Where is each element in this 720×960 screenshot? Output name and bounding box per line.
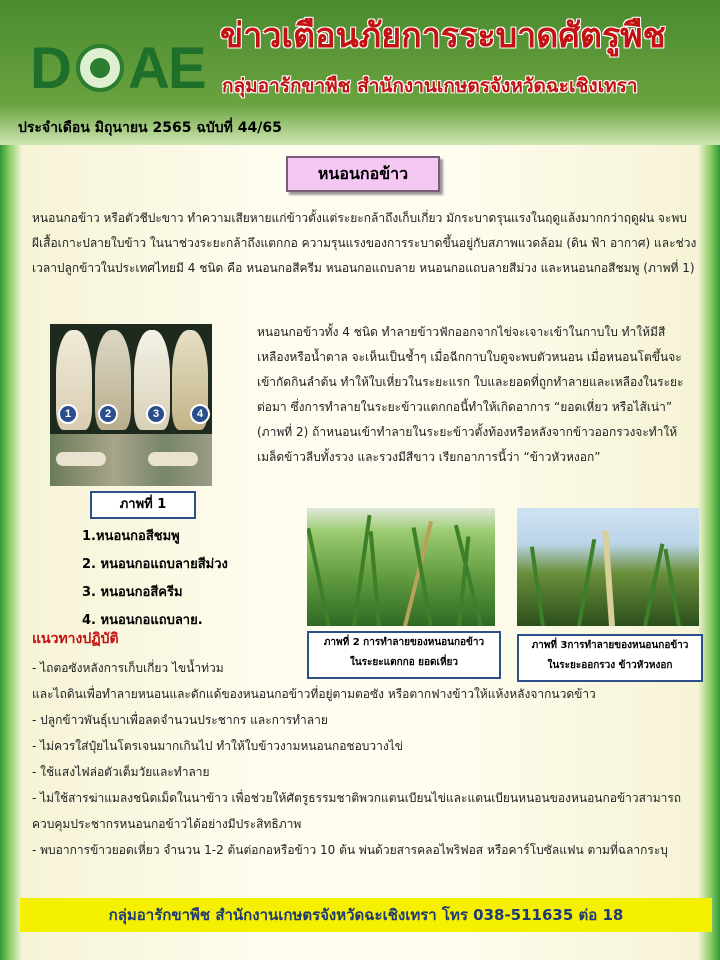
figure-1-caption: ภาพที่ 1	[90, 491, 196, 519]
photo-number-3: 3	[146, 404, 166, 424]
list-item: - ไม่ใช้สารฆ่าแมลงชนิดเม็ดในนาข้าว เพื่อช่วยให้ศัตรูธรรมชาติพวกแตนเบียนไข่และแตนเบียนหนอนของหนอนกอข้าวสามารถควบคุมประชากรหนอนกอข้าวได้อย่างมีประสิทธิภาพ	[32, 791, 682, 831]
guidelines-list	[32, 655, 712, 863]
larva-image-strip	[50, 434, 212, 486]
intro-paragraph: หนอนกอข้าว หรือตัวชีปะขาว ทำความเสียหายแก่ข้าวตั้งแต่ระยะกล้าถึงเก็บเกี่ยว มักระบาดรุนแรงในฤดูแล้งมากกว่าฤดูฝน จะพบผีเสื้อเกาะปลายใบข้าว ในนาช่วงระยะกล้าถึงแตกกอ ความรุนแรงของการระบาดขึ้นอยู่กับสภาพแวดล้อม (ดิน ฟ้า อากาศ) และช่วงเวลาปลูกข้าวในประเทศไทยมี 4 ชนิด คือ หนอนกอสีครีม หนอนกอแถบลาย หนอนกอแถบลายสีม่วง และหนอนกอสีชมพู (ภาพที่ 1)	[32, 211, 697, 275]
page-subtitle: กลุ่มอารักขาพืช สำนักงานเกษตรจังหวัดฉะเชิงเทรา	[222, 75, 638, 97]
guidelines-heading: แนวทางปฏิบัติ	[32, 631, 119, 647]
list-item: - ไม่ควรใส่ปุ๋ยไนโตรเจนมากเกินไป ทำให้ใบข้าวงามหนอนกอชอบวางไข่	[32, 739, 403, 753]
list-item: - ปลูกข้าวพันธุ์เบาเพื่อลดจำนวนประชากร และการทำลาย	[32, 713, 328, 727]
figure-2-caption-line-1: ภาพที่ 2 การทำลายของหนอนกอข้าว	[323, 637, 485, 648]
list-item: - ไถตอซังหลังการเก็บเกี่ยว ไขน้ำท่วม	[32, 661, 224, 675]
list-item: - ใช้แสงไฟล่อตัวเต็มวัยและทำลาย	[32, 765, 210, 779]
rice-blade	[643, 543, 664, 626]
issue-line: ประจำเดือน มิถุนายน 2565 ฉบับที่ 44/65	[18, 120, 282, 136]
emblem-icon	[76, 44, 124, 92]
white-head-photo	[517, 508, 699, 626]
list-item: และไถดินเพื่อทำลายหนอนและดักแด้ของหนอนกอข้าวที่อยู่ตามตอซัง หรือตากฟางข้าวให้แห้งหลังจากนวดข้าว	[32, 687, 596, 701]
dead-heart-photo	[307, 508, 495, 626]
header-banner	[0, 0, 720, 145]
list-item: 3. หนอนกอสีครีม	[82, 585, 183, 600]
moth-species-photo	[50, 324, 212, 486]
list-item: - พบอาการข้าวยอดเหี่ยว จำนวน 1-2 ต้นต่อกอหรือข้าว 10 ต้น พ่นด้วยสารคลอไพริฟอส หรือคาร์โบซัลแฟน ตามที่ฉลากระบุ	[32, 843, 668, 857]
doae-logo	[30, 36, 205, 101]
photo-number-1: 1	[58, 404, 78, 424]
rice-blade	[530, 547, 545, 626]
list-item: 4. หนอนกอแถบลาย.	[82, 613, 203, 628]
list-item: 1.หนอนกอสีชมพู	[82, 529, 180, 544]
topic-title-box: หนอนกอข้าว	[286, 156, 440, 192]
rice-blade	[663, 549, 680, 626]
larva-1	[56, 452, 106, 466]
list-item: 2. หนอนกอแถบลายสีม่วง	[82, 557, 228, 572]
photo-number-2: 2	[98, 404, 118, 424]
damage-paragraph: หนอนกอข้าวทั้ง 4 ชนิด ทำลายข้าวฟักออกจากไข่จะเจาะเข้าในกาบใบ ทำให้มีสีเหลืองหรือน้ำตาล จะเห็นเป็นช้ำๆ เมื่อฉีกกาบใบดูจะพบตัวหนอน เมื่อหนอนโตขึ้นจะเข้ากัดกินลำต้น ทำให้ใบเหี่ยวในระยะแรก ใบและยอดที่ถูกทำลายและเหลืองในระยะต่อมา ซึ่งการทำลายในระยะข้าวแตกกอนี้ทำให้เกิดอาการ “ยอดเหี่ยว หรือไส้เน่า” (ภาพที่ 2) ถ้าหนอนเข้าทำลายในระยะข้าวตั้งท้องหรือหลังจากข้าวออกรวงจะทำให้เมล็ดข้าวลีบทั้งรวง และรวงมีสีขาว เรียกอาการนี้ว่า “ข้าวหัวหงอก”	[257, 325, 684, 464]
rice-blade	[577, 539, 596, 626]
rice-blade	[307, 528, 331, 626]
logo-letters-ae: AE	[128, 36, 205, 101]
figure-2-caption-line-2: ในระยะแตกกอ ยอดเหี่ยว	[349, 657, 459, 668]
rice-blade	[369, 531, 381, 626]
white-panicle	[602, 530, 615, 626]
logo-letter-d: D	[30, 36, 70, 101]
footer-contact-bar: กลุ่มอารักขาพืช สำนักงานเกษตรจังหวัดฉะเชิงเทรา โทร 038-511635 ต่อ 18	[20, 898, 712, 932]
species-list	[82, 523, 228, 635]
larva-2	[148, 452, 198, 466]
figure-3-caption-line-2: ในระยะออกรวง ข้าวหัวหงอก	[547, 660, 673, 671]
photo-number-4: 4	[190, 404, 210, 424]
page-title: ข่าวเตือนภัยการระบาดศัตรูพืช	[220, 16, 666, 56]
figure-3-caption-line-1: ภาพที่ 3การทำลายของหนอนกอข้าว	[531, 640, 689, 651]
